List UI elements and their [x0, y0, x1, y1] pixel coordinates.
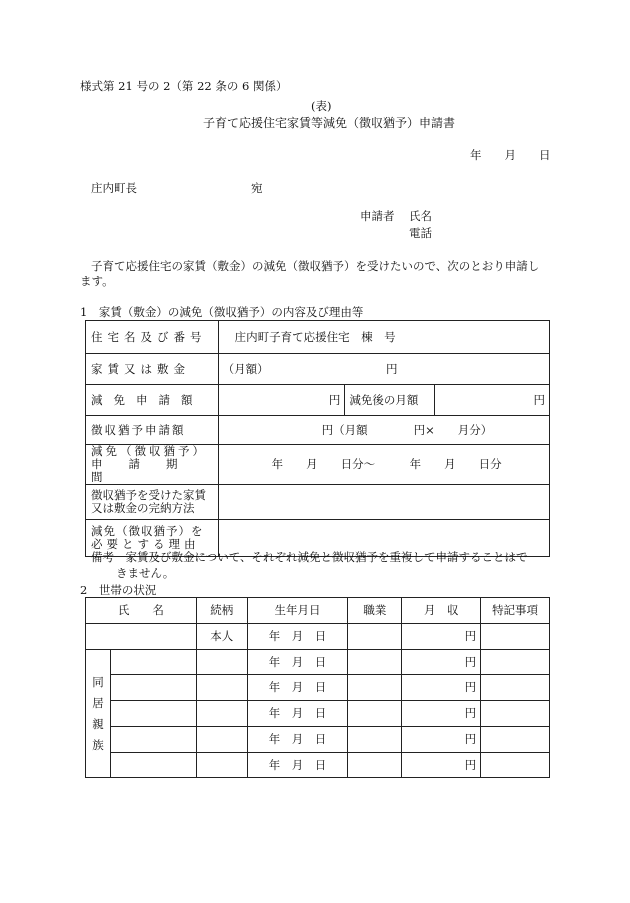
- after-reduction-cell[interactable]: [435, 385, 550, 416]
- member-income[interactable]: 円: [402, 701, 481, 727]
- payment-method-label-cell: [86, 485, 219, 520]
- period-row: [86, 445, 550, 485]
- section2-heading: 2 世帯の状況: [80, 583, 157, 597]
- col-birthdate: 生年月日: [247, 598, 348, 624]
- member-occupation[interactable]: [348, 753, 402, 778]
- col-income: 月 収: [402, 598, 481, 624]
- self-occupation[interactable]: [348, 624, 402, 650]
- residence-row: [86, 321, 550, 354]
- payment-method-value[interactable]: [218, 485, 549, 520]
- after-reduction-label: 減免後の月額: [345, 385, 435, 416]
- intro-line-2: ます。: [80, 274, 114, 288]
- rent-row: [86, 354, 550, 385]
- after-reduction-yen: 円: [533, 392, 545, 407]
- member-relation[interactable]: [196, 701, 247, 727]
- member-birthdate[interactable]: 年 月 日: [247, 753, 348, 778]
- section1-heading: 1 家賃（敷金）の減免（徴収猶予）の内容及び理由等: [80, 305, 364, 319]
- household-table: [85, 597, 550, 778]
- member-name[interactable]: [110, 675, 196, 701]
- member-relation[interactable]: [196, 753, 247, 778]
- cohabiting-relatives-label: [86, 650, 111, 778]
- member-name[interactable]: [110, 753, 196, 778]
- member-occupation[interactable]: [348, 650, 402, 675]
- deferral-value[interactable]: 円（月額 円× 月分）: [218, 416, 549, 445]
- applicant-label: 申請者: [360, 209, 395, 223]
- self-birthdate[interactable]: 年 月 日: [247, 624, 348, 650]
- payment-method-label-line-1: 徴収猶予を受けた家賃: [91, 488, 206, 502]
- col-occupation: 職業: [348, 598, 402, 624]
- household-row: [86, 650, 550, 675]
- self-income[interactable]: 円: [402, 624, 481, 650]
- deferral-label: 徴収猶予申請額: [86, 416, 219, 445]
- date-line: 年 月 日: [470, 148, 551, 162]
- reduction-row: [86, 385, 550, 416]
- household-row: [86, 753, 550, 778]
- period-value[interactable]: 年 月 日分〜 年 月 日分: [218, 445, 549, 485]
- rent-label: 家賃又は敷金: [86, 354, 219, 385]
- member-birthdate[interactable]: 年 月 日: [247, 727, 348, 753]
- note-line-2: きません。: [116, 566, 175, 580]
- household-header-row: [86, 598, 550, 624]
- household-row: [86, 727, 550, 753]
- household-row-self: [86, 624, 550, 650]
- intro-line-1: 子育て応援住宅の家賃（敷金）の減免（徴収猶予）を受けたいので、次のとおり申請し: [91, 259, 540, 273]
- household-row: [86, 701, 550, 727]
- payment-method-row: [86, 485, 550, 520]
- member-birthdate[interactable]: 年 月 日: [247, 675, 348, 701]
- residence-value[interactable]: 庄内町子育て応援住宅 棟 号: [218, 321, 549, 354]
- reason-label-line-1: 減免（徴収猶予）を: [91, 524, 204, 538]
- member-relation[interactable]: [196, 727, 247, 753]
- member-occupation[interactable]: [348, 701, 402, 727]
- form-title: 子育て応援住宅家賃等減免（徴収猶予）申請書: [203, 116, 456, 130]
- col-notes: 特記事項: [481, 598, 550, 624]
- col-relation: 続柄: [196, 598, 247, 624]
- self-relation: 本人: [196, 624, 247, 650]
- applicant-name-label: 氏名: [409, 209, 432, 223]
- member-birthdate[interactable]: 年 月 日: [247, 701, 348, 727]
- reduction-yen: 円: [328, 392, 341, 407]
- payment-method-label-line-2: 又は敷金の完納方法: [91, 501, 195, 515]
- member-notes[interactable]: [481, 675, 550, 701]
- addressee-suffix: 宛: [251, 181, 263, 195]
- member-income[interactable]: 円: [402, 753, 481, 778]
- applicant-phone-label: 電話: [409, 226, 432, 240]
- member-name[interactable]: [110, 701, 196, 727]
- period-label-cell: [86, 445, 219, 485]
- member-name[interactable]: [110, 727, 196, 753]
- cohabit-char: 族: [92, 737, 104, 752]
- member-occupation[interactable]: [348, 727, 402, 753]
- cohabit-char: 居: [92, 695, 104, 710]
- rent-value-cell[interactable]: [218, 354, 549, 385]
- member-income[interactable]: 円: [402, 675, 481, 701]
- member-notes[interactable]: [481, 650, 550, 675]
- period-label-line-2: 申 請 期 間: [91, 457, 204, 484]
- rent-monthly-label: （月額）: [222, 361, 269, 376]
- rent-yen: 円: [385, 361, 398, 376]
- member-birthdate[interactable]: 年 月 日: [247, 650, 348, 675]
- member-relation[interactable]: [196, 650, 247, 675]
- member-occupation[interactable]: [348, 675, 402, 701]
- reduction-amount-cell[interactable]: [218, 385, 345, 416]
- period-label-line-1: 減免（徴収猶予）: [91, 444, 207, 458]
- reduction-label: 減免申請額: [86, 385, 219, 416]
- self-name-cell[interactable]: [86, 624, 197, 650]
- form-number: 様式第 21 号の 2（第 22 条の 6 関係）: [80, 79, 288, 93]
- member-notes[interactable]: [481, 753, 550, 778]
- cohabit-char: 同: [92, 674, 104, 689]
- member-notes[interactable]: [481, 701, 550, 727]
- deferral-row: [86, 416, 550, 445]
- form-side-label: (表): [311, 99, 332, 113]
- self-notes[interactable]: [481, 624, 550, 650]
- col-name: 氏 名: [86, 598, 197, 624]
- member-notes[interactable]: [481, 727, 550, 753]
- residence-label: 住宅名及び番号: [86, 321, 219, 354]
- reason-label-line-2: 必要とする理由: [91, 537, 200, 551]
- member-name[interactable]: [110, 650, 196, 675]
- member-income[interactable]: 円: [402, 650, 481, 675]
- member-relation[interactable]: [196, 675, 247, 701]
- cohabit-char: 親: [92, 716, 104, 731]
- addressee: 庄内町長: [91, 181, 137, 195]
- note-line-1: 備考 家賃及び敷金について、それぞれ減免と徴収猶予を重複して申請することはで: [91, 550, 528, 564]
- household-row: [86, 675, 550, 701]
- member-income[interactable]: 円: [402, 727, 481, 753]
- application-table: [85, 320, 550, 557]
